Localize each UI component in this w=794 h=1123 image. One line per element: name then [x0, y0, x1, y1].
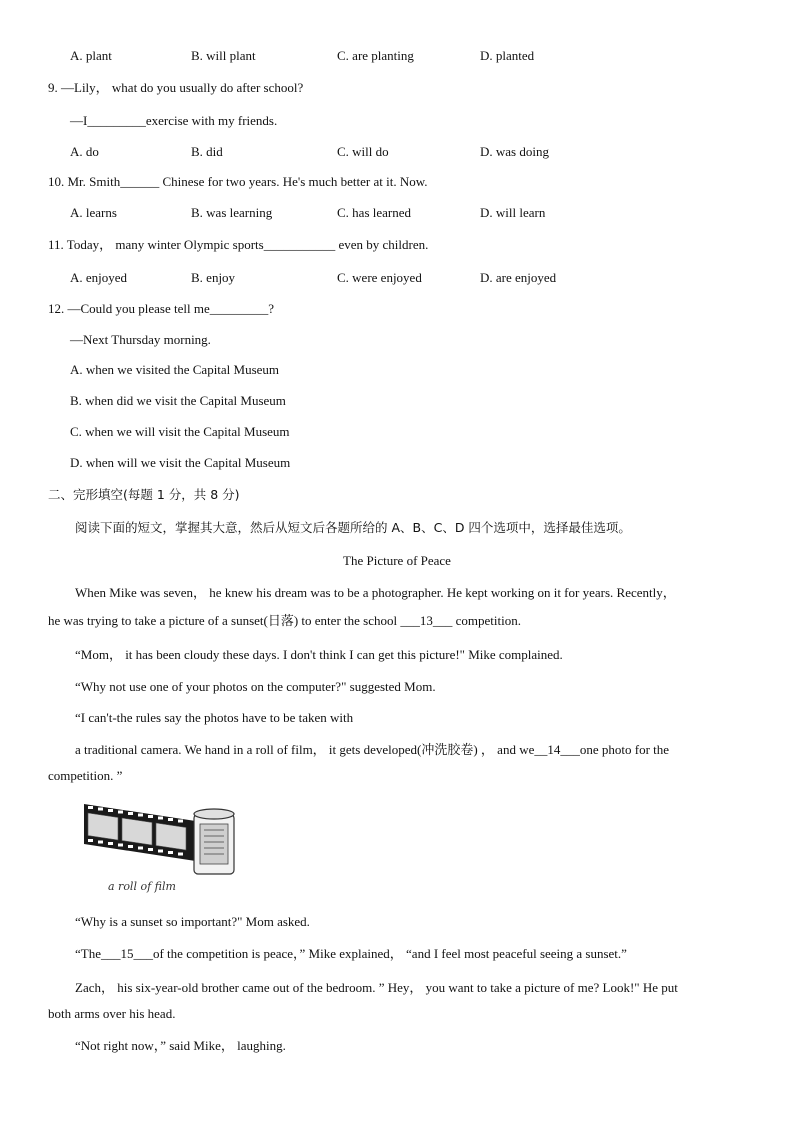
q9-option-a: A. do — [70, 144, 99, 159]
passage-title: The Picture of Peace — [343, 553, 451, 568]
q10-option-b: B. was learning — [191, 205, 273, 220]
passage-line-6: a traditional camera. We hand in a roll of film， it gets developed(冲洗胶卷) ， and we__14___one photo for the — [75, 742, 670, 757]
q9-stem: 9. —Lily， what do you usually do after school? — [48, 80, 304, 95]
q12-option-a: A. when we visited the Capital Museum — [70, 362, 280, 377]
passage-line-2: he was trying to take a picture of a sunset(日落) to enter the school ___13___ competition. — [48, 613, 521, 628]
q10-option-c: C. has learned — [337, 205, 412, 220]
passage-line-9: “The___15___of the competition is peace，” Mike explained， “and I feel most peaceful seeing a sunset.” — [75, 946, 627, 961]
section-instruction: 阅读下面的短文，掌握其大意，然后从短文后各题所给的 A、B、C、D 四个选项中，选择最佳选项。 — [75, 520, 631, 535]
q11-option-a: A. enjoyed — [70, 270, 128, 285]
section-heading: 二、完形填空(每题 1 分，共 8 分) — [48, 487, 240, 502]
q11-option-b: B. enjoy — [191, 270, 236, 285]
film-caption: a roll of film — [108, 880, 176, 893]
q9-answer-line: —I_________exercise with my friends. — [70, 113, 278, 128]
passage-line-1: When Mike was seven， he knew his dream was to be a photographer. He kept working on it for years. Recently， — [75, 585, 676, 600]
passage-line-8: “Why is a sunset so important?" Mom asked. — [75, 914, 310, 929]
q8-option-a: A. plant — [70, 48, 112, 63]
q9-option-d: D. was doing — [480, 144, 549, 159]
passage-line-12: “Not right now，” said Mike， laughing. — [75, 1038, 286, 1053]
q9-option-c: C. will do — [337, 144, 389, 159]
q8-option-c: C. are planting — [337, 48, 414, 63]
passage-line-5: “I can't-the rules say the photos have to be taken with — [75, 710, 354, 725]
q10-option-d: D. will learn — [480, 205, 546, 220]
passage-line-10: Zach， his six-year-old brother came out of the bedroom. ” Hey， you want to take a picture of me? Look!" He put — [75, 980, 678, 995]
q12-option-d: D. when will we visit the Capital Museum — [70, 455, 291, 470]
q10-option-a: A. learns — [70, 205, 117, 220]
passage-line-3: “Mom， it has been cloudy these days. I don't think I can get this picture!" Mike complained. — [75, 647, 563, 662]
passage-line-7: competition. ” — [48, 768, 123, 783]
passage-line-4: “Why not use one of your photos on the computer?" suggested Mom. — [75, 679, 436, 694]
q12-answer-line: —Next Thursday morning. — [70, 332, 211, 347]
passage-line-11: both arms over his head. — [48, 1006, 176, 1021]
q11-option-c: C. were enjoyed — [337, 270, 422, 285]
q12-option-b: B. when did we visit the Capital Museum — [70, 393, 286, 408]
q10-stem: 10. Mr. Smith______ Chinese for two years. He's much better at it. Now. — [48, 174, 428, 189]
q11-option-d: D. are enjoyed — [480, 270, 557, 285]
q12-stem: 12. —Could you please tell me_________? — [48, 301, 275, 316]
q8-option-b: B. will plant — [191, 48, 256, 63]
q12-option-c: C. when we will visit the Capital Museum — [70, 424, 290, 439]
q8-option-d: D. planted — [480, 48, 535, 63]
q9-option-b: B. did — [191, 144, 223, 159]
q11-stem: 11. Today， many winter Olympic sports___________ even by children. — [48, 237, 429, 252]
